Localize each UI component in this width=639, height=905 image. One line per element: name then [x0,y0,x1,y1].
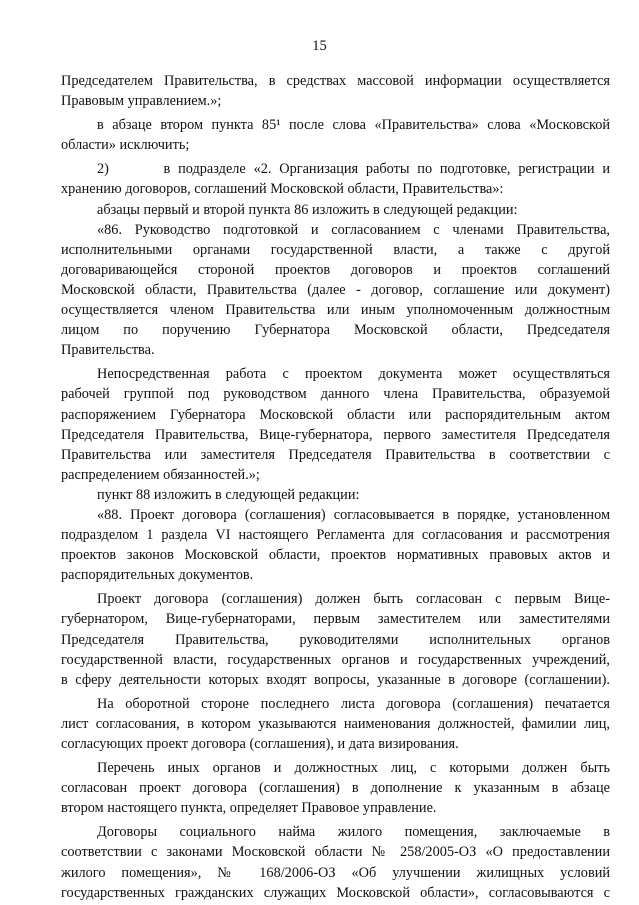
text-line: лист согласования, в котором указываются наименования должностей, фамилии лиц, [61,715,610,732]
text-line: жилого помещения», № 168/2006-ОЗ «Об улучшении жилищных условий [61,864,610,881]
text-line: распорядительных документов. [61,567,254,584]
text-line: в абзаце втором пункта 85¹ после слова «Правительства» слова «Московской [97,117,610,134]
text-line: Договоры социального найма жилого помещения, заключаемые в [97,824,610,841]
text-line: исполнительными органами государственной власти, а также с другой [61,241,610,258]
text-line: Правительства. [61,342,155,359]
text-line: абзацы первый и второй пункта 86 изложить в следующей редакции: [97,201,518,218]
text-line: договаривающейся стороной проектов договоров и проектов соглашений [61,261,610,278]
text-line: распоряжением Губернатора Московской области или распорядительным актом [61,406,610,423]
text-line: государственной власти, государственных органов и государственных учреждений, [61,651,610,668]
text-line: государственных гражданских служащих Московской области», согласовываются с [61,884,610,901]
text-line: проектов законов Московской области, проектов нормативных правовых актов и [61,547,610,564]
text-line: лицом по поручению Губернатора Московской области, Председателя [61,322,610,339]
text-line: согласующих проект договора (соглашения), и дата визирования. [61,736,459,752]
text-line: На оборотной стороне последнего листа договора (соглашения) печатается [97,695,610,712]
text-line: подразделом 1 раздела VI настоящего Регламента для согласования и рассмотрения [61,527,610,544]
text-line: Московской области, Правительства (далее - договор, соглашение или документ) [61,281,610,298]
text-line: пункт 88 изложить в следующей редакции: [97,486,360,503]
text-line: в сферу деятельности которых входят вопросы, указанные в договоре (соглашении). [61,671,610,688]
text-line: Непосредственная работа с проектом документа может осуществляться [97,366,610,383]
text-line: «86. Руководство подготовкой и согласованием с членами Правительства, [97,221,610,238]
text-line: Председателем Правительства, в средствах массовой информации осуществляется [61,73,610,89]
text-line: губернатором, Вице-губернаторами, первым заместителем или заместителями [61,611,610,628]
text-line: рабочей группой под руководством данного члена Правительства, образуемой [61,386,610,403]
text-line: области» исключить; [61,137,190,154]
text-line: хранению договоров, соглашений Московской области, Правительства»: [61,181,504,198]
text-line: Правовым управлением.»; [61,93,222,110]
text-line: втором настоящего пункта, определяет Правовое управление. [61,800,437,817]
text-line: осуществляется членом Правительства или иным уполномоченным должностным [61,302,610,319]
text-line: Председателя Правительства, руководителями исполнительных органов [61,631,610,648]
text-line: 2) в подразделе «2. Организация работы по подготовке, регистрации и [97,161,610,178]
text-line: согласован проект договора (соглашения) в дополнение к указанным в абзаце [61,780,610,797]
text-line: Проект договора (соглашения) должен быть согласован с первым Вице- [97,591,610,608]
text-line: Председателя Правительства, Вице-губернатора, первого заместителя Председателя [61,426,610,443]
text-line: Перечень иных органов и должностных лиц, с которыми должен быть [97,760,610,777]
text-line: Правительства или заместителя Председателя Правительства в соответствии с [61,446,610,463]
text-line: распределением обязанностей.»; [61,466,260,483]
text-line: соответствии с законами Московской области № 258/2005-ОЗ «О предоставлении [61,844,610,861]
page-number: 15 [312,38,327,54]
document-body [61,71,610,903]
text-line: «88. Проект договора (соглашения) согласовывается в порядке, установленном [97,506,610,523]
